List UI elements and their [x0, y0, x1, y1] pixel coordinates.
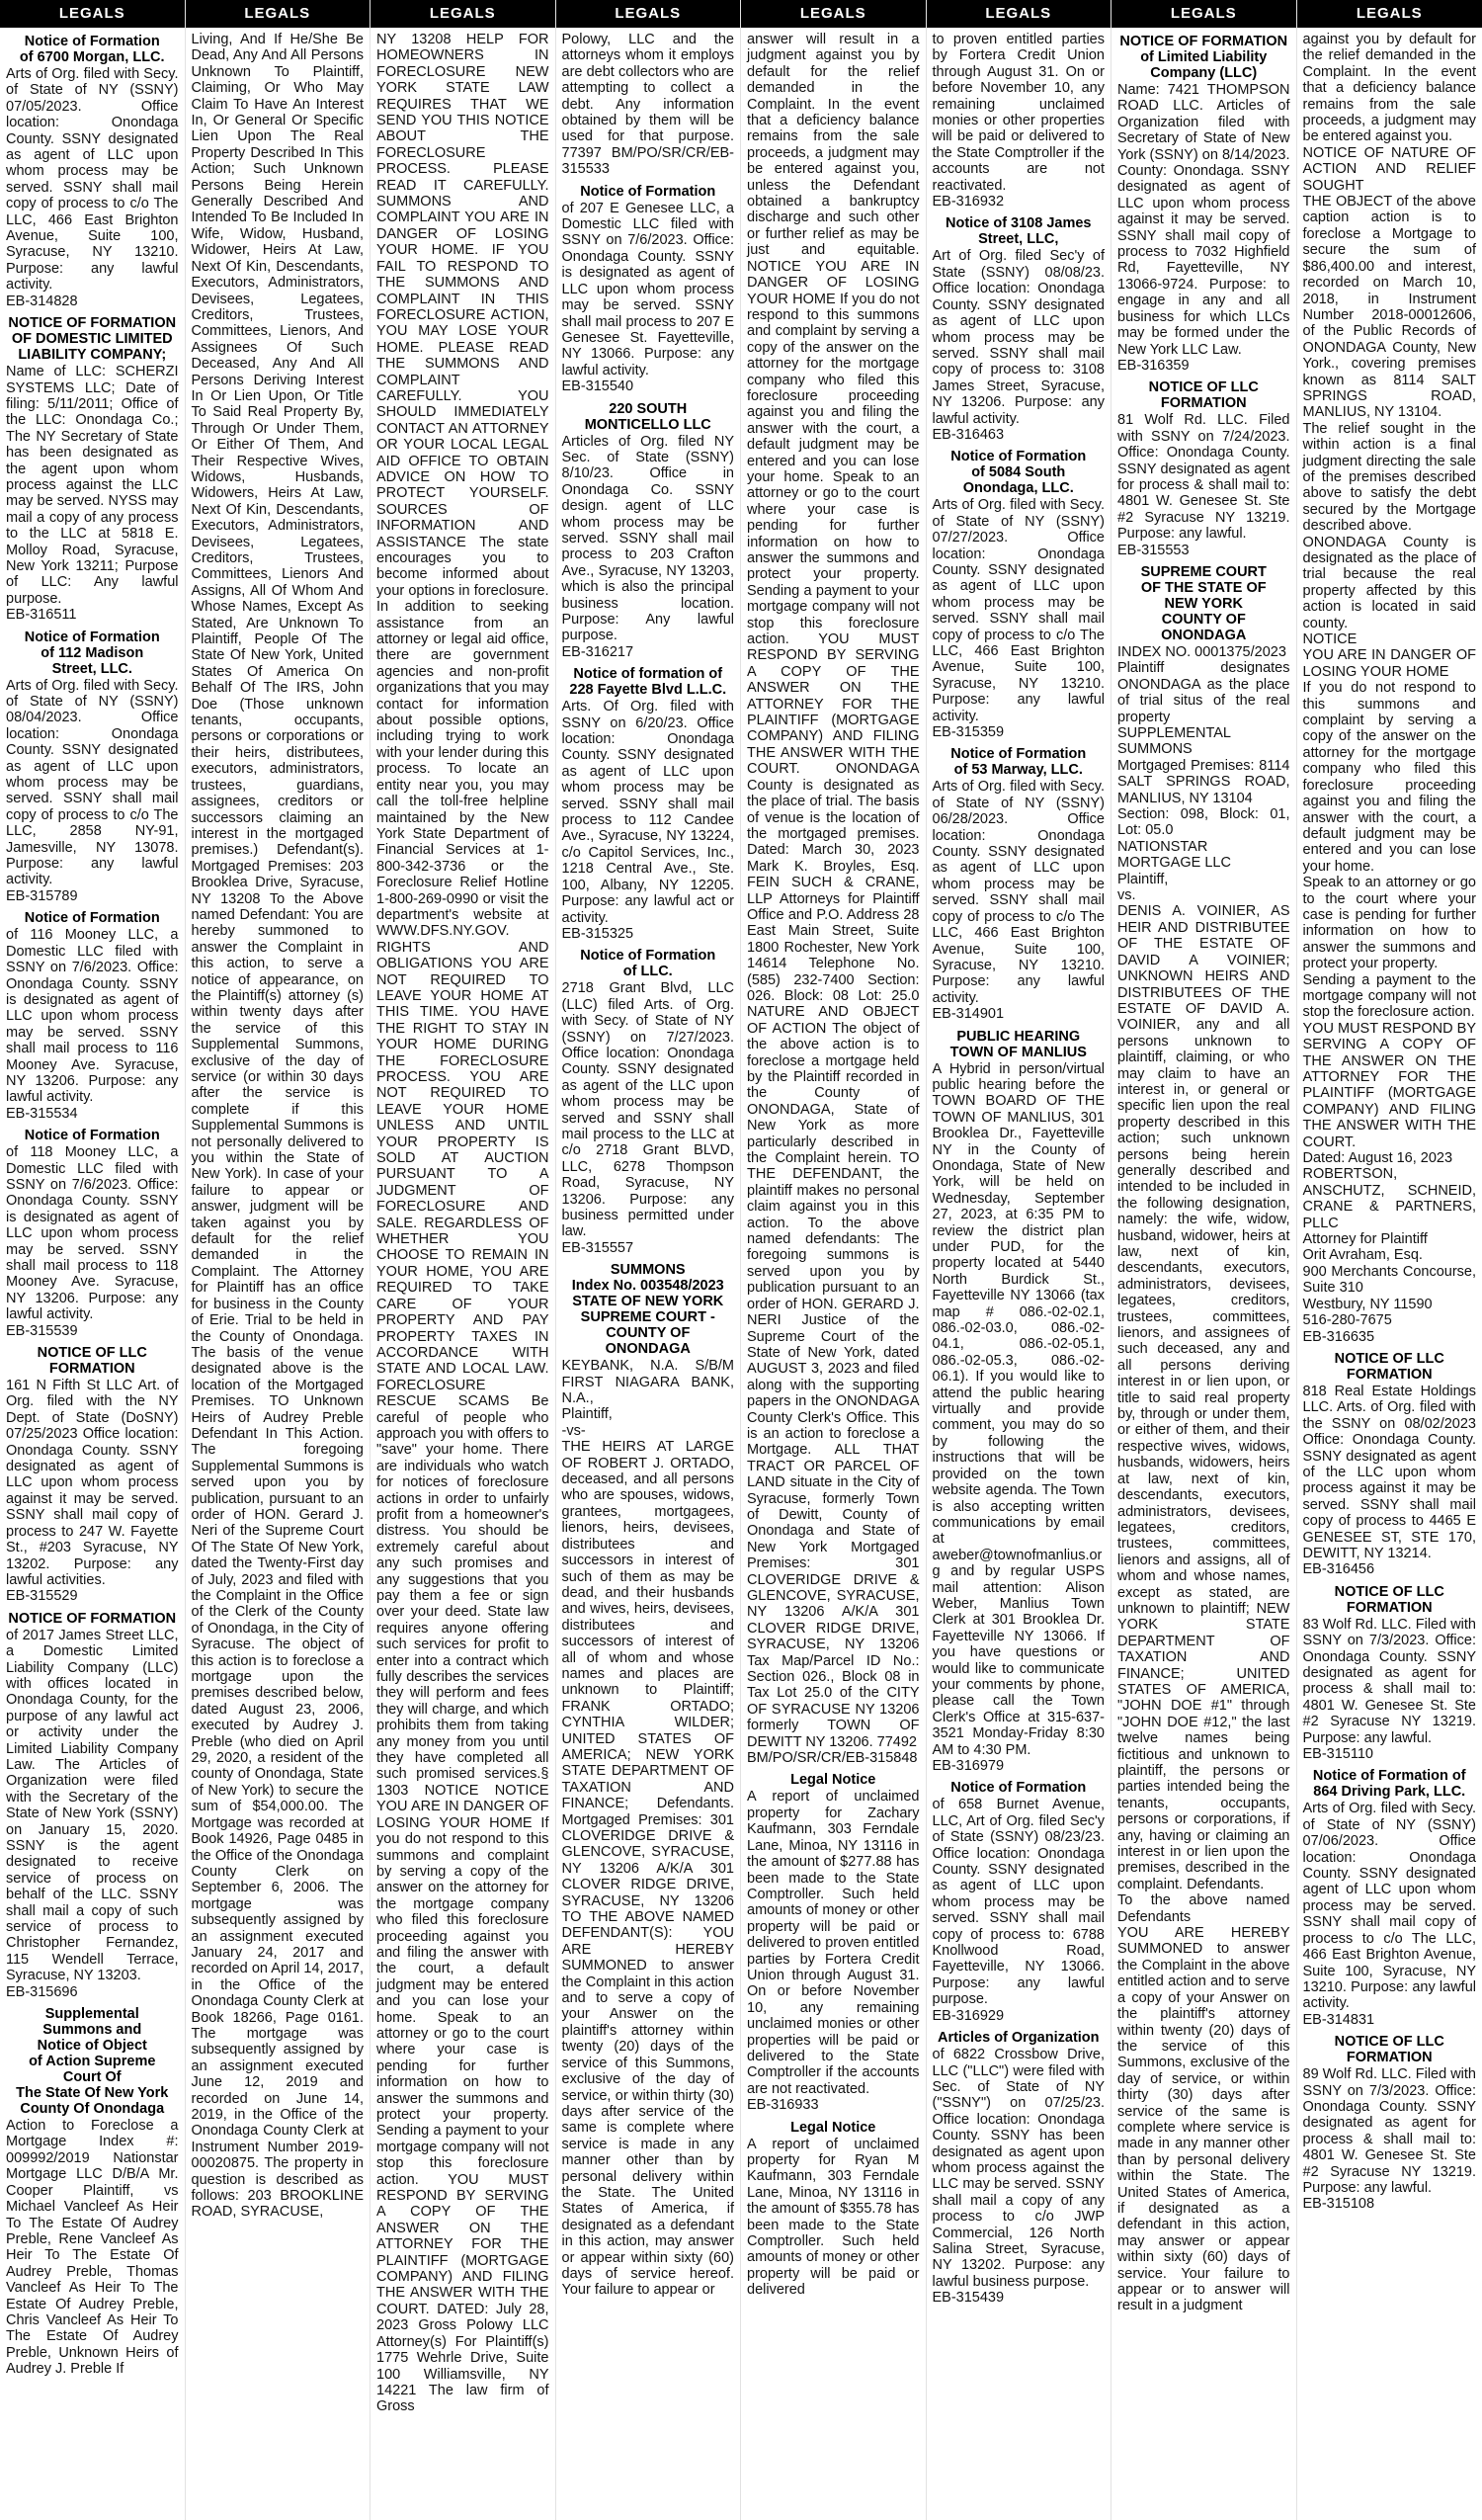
notice-body: 2718 Grant Blvd, LLC (LLC) filed Arts. of Org. with Secy. of State of NY (SSNY) on 7/27/2023. Office location: Onondaga County. SSNY designated as agent of the LLC upon whom process may be served and SSNY shall mail process to the LLC at c/o 2718 Grant BLVD, LLC, 6278 Thompson Road, Syracuse, NY 13206. Purpose: any business permitted under law. EB-315557	[561, 980, 734, 1256]
legal-notice	[562, 184, 735, 395]
section-header: LEGALS	[556, 0, 741, 28]
notice-title: Notice of Formation	[580, 183, 716, 200]
notice-title: NOTICE OF FORMATION	[8, 1610, 177, 1627]
section-header: LEGALS	[1112, 0, 1296, 28]
notice-title: Notice of 3108 James Street, LLC,	[946, 215, 1092, 248]
notice-title: NOTICE OF LLC FORMATION	[1334, 1583, 1444, 1616]
notice-body: of 2017 James Street LLC, a Domestic Limited Liability Company (LLC) with offices located in Onondaga County, for the purpose of any lawful act or activity under the Limited Liability Company Law. The Articles of Organization were filed with the Secretary of the State of New York (SSNY) on January 15, 2020. SSNY is the agent designated to receive service of process on behalf of the LLC. SSNY shall mail a copy of such service of process to Christopher Fernandez, 115 Wendell Terrace, Syracuse, NY 13203. EB-315696	[6, 1627, 179, 2000]
notice-title: Notice of Formation	[24, 910, 160, 927]
notice-body: Art of Org. filed Sec'y of State (SSNY) 08/08/23. Office location: Onondaga County. SSNY designated as agent of LLC upon whom process may be served. SSNY shall mail copy of process to: 3108 James Street, Syracuse, NY 13206. Purpose: any lawful activity. EB-316463	[932, 248, 1105, 443]
notice-body: answer will result in a judgment against you by default for the relief demanded in the Complaint. In the event that a deficiency balance remains from the sale proceeds, a judgment may be entered against you, unless the Defendant obtained a bankruptcy discharge and such other or further relief as may be just and equitable. NOTICE YOU ARE IN DANGER OF LOSING YOUR HOME If you do not respond to this summons and complaint by serving a copy of the answer on the attorney for the mortgage company who filed this foreclosure proceeding against you and filing the answer with the court, a default judgment may be entered and you can lose your home. Speak to an attorney or go to the court where your case is pending for further information on how to answer the summons and protect your property. Sending a payment to your mortgage company will not stop this foreclosure action. YOU MUST RESPOND BY SERVING A COPY OF THE ANSWER ON THE ATTORNEY FOR THE PLAINTIFF (MORTGAGE COMPANY) AND FILING THE ANSWER WITH THE COURT. ONONDAGA County is designated as the place of trial. The basis of venue is the location of the mortgaged premises. Dated: March 30, 2023 Mark K. Broyles, Esq. FEIN SUCH & CRANE, LLP Attorneys for Plaintiff Office and P.O. Address 28 East Main Street, Suite 1800 Rochester, New York 14614 Telephone No. (585) 232-7400 Section: 026. Block: 08 Lot: 25.0 NATURE AND OBJECT OF ACTION The object of the above action is to foreclose a mortgage held by the Plaintiff recorded in the County of ONONDAGA, State of New York as more particularly described in the Complaint herein. TO THE DEFENDANT, the plaintiff makes no personal claim against you in this action. To the above named defendants: The foregoing summons is served upon you by publication pursuant to an order of HON. GERARD J. NERI Justice of the Supreme Court of the State of New York, dated AUGUST 3, 2023 and filed along with the supporting papers in the ONONDAGA County Clerk's Office. This is an action to foreclose a Mortgage. ALL THAT TRACT OR PARCEL OF LAND situate in the City of Syracuse, formerly Town of Dewitt, County of Onondaga and State of New York Mortgaged Premises: 301 CLOVERIDGE DRIVE & GLENCOVE, SYRACUSE, NY 13206 A/K/A 301 CLOVER RIDGE DRIVE, SYRACUSE, NY 13206 Tax Map/Parcel ID No.: Section 026., Block 08 in Tax Lot 25.0 of the CITY OF SYRACUSE NY 13206 formerly TOWN OF DEWITT NY 13206. 77492 BM/PO/SR/CR/EB-315848	[747, 32, 920, 1767]
legal-notice	[6, 630, 179, 905]
legal-notice	[562, 1262, 735, 2299]
legal-notice	[1303, 2034, 1477, 2213]
legals-column-1	[0, 0, 186, 2520]
legal-notice	[933, 746, 1106, 1022]
notice-title: NOTICE OF FORMATION OF DOMESTIC LIMITED LIABILITY COMPANY;	[8, 315, 177, 364]
notice-body: of 118 Mooney LLC, a Domestic LLC filed with SSNY on 7/6/2023. Office: Onondaga County. SSNY is designated as agent of LLC upon whom process may be served. SSNY shall mail process to 118 Mooney Ave. Syracuse, NY 13206. Purpose: any lawful activity. EB-315539	[6, 1144, 179, 1339]
notice-title: NOTICE OF LLC FORMATION	[1148, 379, 1259, 412]
legal-notice	[376, 32, 549, 2415]
legal-notice	[933, 215, 1106, 443]
legal-notice	[1303, 1768, 1477, 2028]
notice-body: A report of unclaimed property for Zachary Kaufmann, 303 Ferndale Lane, Minoa, NY 13116 in the amount of $277.88 has been made to the State Comptroller. Such held amounts of money or other property will be paid or delivered to proven entitled parties by Fortera Credit Union through August 31. On or before November 10, any remaining unclaimed monies or other properties will be paid or delivered to the State Comptroller if the accounts are not reactivated. EB-316933	[747, 1789, 920, 2114]
notice-title: SUPREME COURT OF THE STATE OF NEW YORK COUNTY OF ONONDAGA	[1140, 563, 1267, 643]
legal-notice	[6, 1611, 179, 2000]
legal-notice	[6, 910, 179, 1122]
notice-title: NOTICE OF LLC FORMATION	[1334, 2034, 1444, 2066]
notice-body: Arts of Org. filed with Secy. of State of NY (SSNY) 07/06/2023. Office location: Onondaga County. SSNY designated agent of LLC upon whom process may be served. SSNY shall mail copy of process to c/o The LLC, 466 East Brighton Avenue, Suite 100, Syracuse, NY 13210. Purpose: any lawful activity. EB-314831	[1302, 1801, 1476, 2028]
legal-notice	[747, 32, 920, 1766]
section-header: LEGALS	[1297, 0, 1482, 28]
legals-column-2	[186, 0, 371, 2520]
notice-body: of 658 Burnet Avenue, LLC, Art of Org. filed Sec'y of State (SSNY) 08/23/23. Office location: Onondaga County. SSNY designated as agent of LLC upon whom process may be served. SSNY shall mail copy of process to: 6788 Knollwood Road, Fayetteville, NY 13066. Purpose: any lawful purpose. EB-316929	[932, 1797, 1105, 2024]
legal-notice	[6, 1128, 179, 1339]
notice-body: A Hybrid in person/virtual public hearing before the TOWN BOARD OF THE TOWN OF MANLIUS, 301 Brooklea Dr., Fayetteville NY in the County of Onondaga, State of New York, will be held on Wednesday, September 27, 2023, at 6:35 PM to review the district plan under PUD, for the property located at 5440 North Burdick St., Fayetteville NY 13066 (tax map # 086.-02-02.1, 086.-02-03.0, 086.-02-04.1, 086.-02-05.1, 086.-02-05.3, 086.-02-06.1). If you would like to attend the public hearing virtually and provide comment, you may do so by following the instructions that will be provided on the town website agenda. The Town is also accepting written communications by email at aweber@townofmanlius.org and by regular USPS mail attention: Alison Weber, Manlius Town Clerk at 301 Brooklea Dr. Fayetteville NY 13066. If you have questions or would like to communicate your comments by phone, please call the Town Clerk's Office at 315-637-3521 Monday-Friday 8:30 AM to 4:30 PM. EB-316979	[932, 1060, 1105, 1774]
section-header: LEGALS	[741, 0, 926, 28]
notice-body: A report of unclaimed property for Ryan M Kaufmann, 303 Ferndale Lane, Minoa, NY 13116 in the amount of $355.78 has been made to the State Comptroller. Such held amounts of money or other property will be paid or delivered	[747, 2136, 920, 2299]
legals-column-5	[741, 0, 927, 2520]
legals-column-6	[927, 0, 1112, 2520]
legal-notice	[933, 2030, 1106, 2307]
legal-notice	[933, 1029, 1106, 1775]
legal-notice	[933, 32, 1106, 210]
notice-title: Notice of Formation	[24, 1128, 160, 1144]
legal-notice	[6, 315, 179, 624]
notice-body: Name: 7421 THOMPSON ROAD LLC. Articles of Organization filed with Secretary of State of New York (SSNY) on 8/14/2023. County: Onondaga. SSNY designated as agent of LLC upon whom process against it may be served. SSNY shall mail copy of process to 7032 Highfield Rd, Fayetteville, NY 13066-9724. Purpose: to engage in any and all business for which LLCs may be formed under the New York LLC Law. EB-316359	[1117, 82, 1290, 374]
notice-title: Notice of Formation of 864 Driving Park, LLC.	[1312, 1768, 1466, 1801]
notice-body: Name of LLC: SCHERZI SYSTEMS LLC; Date of filing: 5/11/2011; Office of the LLC: Onondaga Co.; The NY Secretary of State has been designated as the agent upon whom process against the LLC may be served. NYSS may mail a copy of any process to the LLC at 5818 E. Molloy Road, Syracuse, New York 13211; Purpose of LLC: Any lawful purpose. EB-316511	[6, 364, 179, 624]
section-header: LEGALS	[370, 0, 555, 28]
section-header: LEGALS	[0, 0, 185, 28]
notice-title: NOTICE OF LLC FORMATION	[37, 1345, 147, 1378]
legals-column-8	[1297, 0, 1482, 2520]
notice-title: NOTICE OF FORMATION of Limited Liability Company (LLC)	[1119, 34, 1288, 81]
notice-body: against you by default for the relief demanded in the Complaint. In the event that a deficiency balance remains from the sale proceeds, a judgment may be entered against you. NOTICE OF NATURE OF ACTION AND RELIEF SOUGHT THE OBJECT of the above caption action is to foreclose a Mortgage to secure the sum of $86,400.00 and interest, recorded on March 10, 2018, in Instrument Number 2018-00012606, of the Public Records of ONONDAGA County, New York., covering premises known as 8114 SALT SPRINGS ROAD, MANLIUS, NY 13104. The relief sought in the within action is a final judgment directing the sale of the premises described above to satisfy the debt secured by the Mortgage described above. ONONDAGA County is designated as the place of trial because the real property affected by this action is located in said county. NOTICE YOU ARE IN DANGER OF LOSING YOUR HOME If you do not respond to this summons and complaint by serving a copy of the answer on the attorney for the mortgage company who filed this foreclosure proceeding against you and filing the answer with the court, a default judgment may be entered and you can lose your home. Speak to an attorney or go to the court where your case is pending for further information on how to answer the summons and protect your property. Sending a payment to the mortgage company will not stop the foreclosure action. YOU MUST RESPOND BY SERVING A COPY OF THE ANSWER ON THE ATTORNEY FOR THE PLAINTIFF (MORTGAGE COMPANY) AND FILING THE ANSWER WITH THE COURT. Dated: August 16, 2023 ROBERTSON, ANSCHUTZ, SCHNEID, CRANE & PARTNERS, PLLC Attorney for Plaintiff Orit Avraham, Esq. 900 Merchants Concourse, Suite 310 Westbury, NY 11590 516-280-7675 EB-316635	[1302, 32, 1476, 1345]
notice-body: of 207 E Genesee LLC, a Domestic LLC filed with SSNY on 7/6/2023. Office: Onondaga County. SSNY is designated as agent of LLC upon whom process may be served. SSNY shall mail process to 207 E Genesee St. Fayetteville, NY 13066. Purpose: any lawful activity. EB-315540	[561, 200, 734, 395]
notice-title: Notice of Formation of LLC.	[580, 948, 716, 980]
legal-notice	[1117, 34, 1290, 374]
notice-title: NOTICE OF LLC FORMATION	[1334, 1350, 1444, 1383]
notice-title: 220 SOUTH MONTICELLO LLC	[584, 400, 711, 433]
notice-body: Polowy, LLC and the attorneys whom it employs are debt collectors who are attempting to collect a debt. Any information obtained by them will be used for that purpose. 77397 BM/PO/SR/CR/EB-315533	[561, 32, 734, 178]
legal-notice	[562, 948, 735, 1256]
notice-body: 818 Real Estate Holdings LLC. Arts. of Org. filed with the SSNY on 08/02/2023 Office: Onondaga County. SSNY designated as agent of the LLC upon whom process against it may be served. SSNY shall mail copy of process to 4465 E GENESEE ST, STE 170, DEWITT, NY 13214. EB-316456	[1302, 1383, 1476, 1578]
notice-title: Notice of formation of 228 Fayette Blvd L.L.C.	[569, 666, 727, 699]
notice-body: 81 Wolf Rd. LLC. Filed with SSNY on 7/24/2023. Office: Onondaga County. SSNY designated as agent for process & shall mail to: 4801 W. Genesee St. Ste #2 Syracuse NY 13219. Purpose: any lawful. EB-315553	[1117, 412, 1290, 558]
notice-title: PUBLIC HEARING TOWN OF MANLIUS	[949, 1028, 1087, 1060]
legal-notice	[747, 2120, 920, 2299]
legal-notice	[6, 2006, 179, 2378]
legal-notice	[562, 401, 735, 661]
notice-body: 89 Wolf Rd. LLC. Filed with SSNY on 7/3/2023. Office: Onondaga County. SSNY designated as agent for process & shall mail to: 4801 W. Genesee St. Ste #2 Syracuse NY 13219. Purpose: any lawful. EB-315108	[1302, 2066, 1476, 2213]
section-header: LEGALS	[186, 0, 370, 28]
notice-title: Notice of Formation of 5084 South Onondaga, LLC.	[950, 449, 1087, 497]
legals-column-3	[370, 0, 556, 2520]
legal-notice	[747, 1772, 920, 2113]
notice-title: Supplemental Summons and Notice of Object of Action Supreme Court Of The State Of New York County Of Onondaga	[16, 2006, 169, 2118]
legals-column-4	[556, 0, 742, 2520]
legal-notice	[562, 32, 735, 178]
legal-notice	[1303, 1584, 1477, 1763]
legal-notice	[6, 1345, 179, 1605]
notice-body: Living, And If He/She Be Dead, Any And All Persons Unknown To Plaintiff, Claiming, Or Who May Claim To Have An Interest In, Or General Or Specific Lien Upon The Real Property Described In This Action; Such Unknown Persons Being Herein Generally Described And Intended To Be Included In Wife, Widow, Husband, Widower, Heirs At Law, Next Of Kin, Descendants, Executors, Administrators, Devisees, Legatees, Creditors, Trustees, Committees, Lienors, And Assignees Of Such Deceased, Any And All Persons Deriving Interest In Or Lien Upon, Or Title To Said Real Property By, Through Or Under Them, Or Either Of Them, And Their Respective Wives, Widows, Husbands, Widowers, Heirs At Law, Next Of Kin, Descendants, Executors, Administrators, Devisees, Legatees, Creditors, Trustees, Committees, Lienors And Assigns, All Of Whom And Whose Names, Except As Stated, Are Unknown To Plaintiff, People Of The State Of New York, United States Of America On Behalf Of The IRS, John Doe (Those unknown tenants, occupants, persons or corporations or their heirs, distributees, executors, administrators, trustees, guardians, assignees, creditors or successors claiming an interest in the mortgaged premises.) Defendant(s). Mortgaged Premises: 203 Brooklea Drive, Syracuse, NY 13208 To the Above named Defendant: You are hereby summoned to answer the Complaint in this action, to serve a notice of appearance, on the Plaintiff(s) attorney (s) within twenty days after the service of this Supplemental Summons, exclusive of the day of service (or within 30 days after the service is complete if this Supplemental Summons is not personally delivered to you within the State of New York). In case of your failure to appear or answer, judgment will be taken against you by default for the relief demanded in the Complaint. The Attorney for Plaintiff has an office for business in the County of Erie. Trial to be held in the County of Onondaga. The basis of the venue designated above is the location of the Mortgaged Premises. TO Unknown Heirs of Audrey Preble Defendant In This Action. The foregoing Supplemental Summons is served upon you by publication, pursuant to an order of HON. Gerard J. Neri of the Supreme Court Of The State Of New York, dated the Twenty-First day of July, 2023 and filed with the Complaint in the Office of the Clerk of the County of Onondaga, in the City of Syracuse. The object of this action is to foreclose a mortgage upon the premises described below, dated August 23, 2006, executed by Audrey J. Preble (who died on April 29, 2020, a resident of the county of Onondaga, State of New York) to secure the sum of $54,000.00. The Mortgage was recorded at Book 14926, Page 0485 in the Office of the Onondaga County Clerk on September 6, 2006. The mortgage was subsequently assigned by an assignment executed January 24, 2017 and recorded on April 14, 2017, in the Office of the Onondaga County Clerk at Book 18266, Page 0161. The mortgage was subsequently assigned by an assignment executed June 12, 2019 and recorded on June 14, 2019, in the Office of the Onondaga County Clerk at Instrument Number 2019-00020875. The property in question is described as follows: 203 BROOKLINE ROAD, SYRACUSE,	[191, 32, 364, 2221]
notice-body: Arts of Org. filed with Secy. of State of NY (SSNY) 07/05/2023. Office location: Onondaga County. SSNY designated as agent of LLC upon whom process may be served. SSNY shall mail copy of process to c/o The LLC, 466 East Brighton Avenue, Suite 100, Syracuse, NY 13210. Purpose: any lawful activity. EB-314828	[6, 66, 179, 309]
legals-column-7	[1112, 0, 1297, 2520]
notice-title: Articles of Organization	[937, 2030, 1100, 2047]
notice-body: of 6822 Crossbow Drive, LLC ("LLC") were filed with Sec. of State of NY ("SSNY") on 07/25/23. Office location: Onondaga County. SSNY has been designated as agent upon whom process against the LLC may be served. SSNY shall mail a copy of any process to c/o JWP Commercial, 126 North Salina Street, Syracuse, NY 13202. Purpose: any lawful business purpose. EB-315439	[932, 2047, 1105, 2307]
notice-body: NY 13208 HELP FOR HOMEOWNERS IN FORECLOSURE NEW YORK STATE LAW REQUIRES THAT WE SEND YOU THIS NOTICE ABOUT THE FORECLOSURE PROCESS. PLEASE READ IT CAREFULLY. SUMMONS AND COMPLAINT YOU ARE IN DANGER OF LOSING YOUR HOME. IF YOU FAIL TO RESPOND TO THE SUMMONS AND COMPLAINT IN THIS FORECLOSURE ACTION, YOU MAY LOSE YOUR HOME. PLEASE READ THE SUMMONS AND COMPLAINT CAREFULLY. YOU SHOULD IMMEDIATELY CONTACT AN ATTORNEY OR YOUR LOCAL LEGAL AID OFFICE TO OBTAIN ADVICE ON HOW TO PROTECT YOURSELF. SOURCES OF INFORMATION AND ASSISTANCE The state encourages you to become informed about your options in foreclosure. In addition to seeking assistance from an attorney or legal aid office, there are government agencies and non-profit organizations that you may contact for information about possible options, including trying to work with your lender during this process. To locate an entity near you, you may call the toll-free helpline maintained by the New York State Department of Financial Services at 1-800-342-3736 or the Foreclosure Relief Hotline 1-800-269-0990 or visit the department's website at WWW.DFS.NY.GOV. RIGHTS AND OBLIGATIONS YOU ARE NOT REQUIRED TO LEAVE YOUR HOME AT THIS TIME. YOU HAVE THE RIGHT TO STAY IN YOUR HOME DURING THE FORECLOSURE PROCESS. YOU ARE NOT REQUIRED TO LEAVE YOUR HOME UNLESS AND UNTIL YOUR PROPERTY IS SOLD AT AUCTION PURSUANT TO A JUDGMENT OF FORECLOSURE AND SALE. REGARDLESS OF WHETHER YOU CHOOSE TO REMAIN IN YOUR HOME, YOU ARE REQUIRED TO TAKE CARE OF YOUR PROPERTY AND PAY PROPERTY TAXES IN ACCORDANCE WITH STATE AND LOCAL LAW. FORECLOSURE RESCUE SCAMS Be careful of people who approach you with offers to "save" your home. There are individuals who watch for notices of foreclosure actions in order to unfairly profit from a homeowner's distress. You should be extremely careful about any such promises and any suggestions that you pay them a fee or sign over your deed. State law requires anyone offering such services for profit to enter into a contract which fully describes the services they will perform and fees they will charge, and which prohibits them from taking any money from you until they have completed all such promised services.§ 1303 NOTICE NOTICE YOU ARE IN DANGER OF LOSING YOUR HOME If you do not respond to this summons and complaint by serving a copy of the answer on the attorney for the mortgage company who filed this foreclosure proceeding against you and filing the answer with the court, a default judgment may be entered and you can lose your home. Speak to an attorney or go to the court where your case is pending for further information on how to answer the summons and protect your property. Sending a payment to your mortgage company will not stop this foreclosure action. YOU MUST RESPOND BY SERVING A COPY OF THE ANSWER ON THE ATTORNEY FOR THE PLAINTIFF (MORTGAGE COMPANY) AND FILING THE ANSWER WITH THE COURT. DATED: July 28, 2023 Gross Polowy LLC Attorney(s) For Plaintiff(s) 1775 Wehrle Drive, Suite 100 Williamsville, NY 14221 The law firm of Gross	[376, 32, 549, 2415]
notice-title: Notice of Formation of 6700 Morgan, LLC.	[19, 34, 165, 65]
notice-title: Notice of Formation of 112 Madison Street, LLC.	[24, 629, 160, 677]
notice-body: Action to Foreclose a Mortgage Index #: 009992/2019 Nationstar Mortgage LLC D/B/A Mr. Cooper Plaintiff, vs Michael Vancleef As Heir To The Estate Of Audrey Preble, Rene Vancleef As Heir To The Estate Of Audrey Preble, Thomas Vancleef As Heir To The Estate Of Audrey Preble, Chris Vancleef As Heir To The Estate Of Audrey Preble, Unknown Heirs of Audrey J. Preble If	[6, 2118, 179, 2378]
legal-notice	[1303, 32, 1477, 1345]
legal-notice	[562, 666, 735, 942]
legal-notice	[1117, 564, 1290, 2314]
legal-notice	[1303, 1351, 1477, 1578]
legal-notice	[933, 449, 1106, 740]
notice-body: KEYBANK, N.A. S/B/M FIRST NIAGARA BANK, N.A., Plaintiff, -vs- THE HEIRS AT LARGE OF ROBERT J. ORTADO, deceased, and all persons who are spouses, widows, grantees, mortgagees, lienors, heirs, devisees, distributees and successors in interest of such of them as may be dead, and their husbands and wives, heirs, devisees, distributees and successors of interest of all of whom and whose names and places are unknown to Plaintiff; FRANK ORTADO; CYNTHIA WILDER; UNITED STATES OF AMERICA; NEW YORK STATE DEPARTMENT OF TAXATION AND FINANCE; Defendants. Mortgaged Premises: 301 CLOVERIDGE DRIVE & GLENCOVE, SYRACUSE, NY 13206 A/K/A 301 CLOVER RIDGE DRIVE, SYRACUSE, NY 13206 TO THE ABOVE NAMED DEFENDANT(S): YOU ARE HEREBY SUMMONED to answer the Complaint in this action and to serve a copy of your Answer on the plaintiff's attorney within twenty (20) days of the service of this Summons, exclusive of the day of service, or within thirty (30) days after service of the same is complete where service is made in any manner other than by personal delivery within the State. The United States of America, if designated as a defendant in this action, may answer or appear within sixty (60) days of service hereof. Your failure to appear or	[561, 1358, 734, 2299]
notice-body: Articles of Org. filed NY Sec. of State (SSNY) 8/10/23. Office in Onondaga Co. SSNY design. agent of LLC whom process may be served. SSNY shall mail process to 203 Crafton Ave., Syracuse, NY 13203, which is also the principal business location. Purpose: Any lawful purpose. EB-316217	[561, 433, 734, 660]
legal-notice	[192, 32, 365, 2221]
legal-notice	[6, 34, 179, 309]
notice-body: Arts of Org. filed with Secy. of State of NY (SSNY) 07/27/2023. Office location: Onondaga County. SSNY designated as agent of LLC upon whom process may be served. SSNY shall mail copy of process to c/o The LLC, 466 East Brighton Avenue, Suite 100, Syracuse, NY 13210. Purpose: any lawful activity. EB-315359	[932, 497, 1105, 741]
notice-title: Notice of Formation	[950, 1780, 1087, 1797]
legal-notice	[1117, 379, 1290, 558]
notice-body: to proven entitled parties by Fortera Credit Union through August 31. On or before November 10, any remaining unclaimed monies or other properties will be paid or delivered to the State Comptroller if the accounts are not reactivated. EB-316932	[932, 32, 1105, 210]
notice-body: of 116 Mooney LLC, a Domestic LLC filed with SSNY on 7/6/2023. Office: Onondaga County. SSNY is designated as agent of LLC upon whom process may be served. SSNY shall mail process to 116 Mooney Ave. Syracuse, NY 13206. Purpose: any lawful activity. EB-315534	[6, 927, 179, 1122]
notice-body: Arts of Org. filed with Secy. of State of NY (SSNY) 08/04/2023. Office location: Onondaga County. SSNY designated as agent of LLC upon whom process may be served. SSNY shall mail copy of process to c/o The LLC, 2858 NY-91, Jamesville, NY 13078. Purpose: any lawful activity. EB-315789	[6, 677, 179, 904]
notice-body: 161 N Fifth St LLC Art. of Org. filed with the NY Dept. of State (DoSNY) 07/25/2023 Office location: Onondaga County. SSNY designated as agent of LLC upon whom process against it may be served. SSNY shall mail copy of process to 247 W. Fayette St., #203 Syracuse, NY 13202. Purpose: any lawful activities. EB-315529	[6, 1378, 179, 1605]
notice-body: 83 Wolf Rd. LLC. Filed with SSNY on 7/3/2023. Office: Onondaga County. SSNY designated as agent for process & shall mail to: 4801 W. Genesee St. Ste #2 Syracuse NY 13219. Purpose: any lawful. EB-315110	[1302, 1616, 1476, 1763]
notice-title: Legal Notice	[790, 2119, 876, 2136]
notice-body: Arts of Org. filed with Secy. of State of NY (SSNY) 06/28/2023. Office location: Onondaga County. SSNY designated as agent of LLC upon whom process may be served. SSNY shall mail copy of process to c/o The LLC, 466 East Brighton Avenue, Suite 100, Syracuse, NY 13210. Purpose: any lawful activity. EB-314901	[932, 779, 1105, 1023]
notice-title: Notice of Formation of 53 Marway, LLC.	[950, 746, 1087, 779]
legal-notice	[933, 1780, 1106, 2024]
notice-body: INDEX NO. 0001375/2023 Plaintiff designates ONONDAGA as the place of trial situs of the real property SUPPLEMENTAL SUMMONS Mortgaged Premises: 8114 SALT SPRINGS ROAD, MANLIUS, NY 13104 Section: 098, Block: 01, Lot: 05.0 NATIONSTAR MORTGAGE LLC Plaintiff, vs. DENIS A. VOINIER, AS HEIR AND DISTRIBUTEE OF THE ESTATE OF DAVID A VOINIER; UNKNOWN HEIRS AND DISTRIBUTEES OF THE ESTATE OF DAVID A. VOINIER, any and all persons unknown to plaintiff, claiming, or who may claim to have an interest in, or general or specific lien upon the real property described in this action; such unknown persons being herein generally described and intended to be included in the following designation, namely: the wife, widow, husband, widower, heirs at law, next of kin, descendants, executors, administrators, devisees, legatees, creditors, trustees, committees, lienors, and assignees of such deceased, any and all persons deriving interest in or lien upon, or title to said real property by, through or under them, or either of them, and their respective wives, widows, husbands, widowers, heirs at law, next of kin, descendants, executors, administrators, devisees, legatees, creditors, trustees, committees, lienors and assigns, all of whom and whose names, except as stated, are unknown to plaintiff; NEW YORK STATE DEPARTMENT OF TAXATION AND FINANCE; UNITED STATES OF AMERICA, "JOHN DOE #1" through "JOHN DOE #12," the last twelve names being fictitious and unknown to plaintiff, the persons or parties intended being the tenants, occupants, persons or corporations, if any, having or claiming an interest in or lien upon the premises, described in the complaint. Defendants. To the above named Defendants YOU ARE HEREBY SUMMONED to answer the Complaint in the above entitled action and to serve a copy of your Answer on the plaintiff's attorney within twenty (20) days of the service of this Summons, exclusive of the day of service, or within thirty (30) days after service of the same is complete where service is made in any manner other than by personal delivery within the State. The United States of America, if designated as a defendant in this action, may answer or appear within sixty (60) days of service. Your failure to appear or to answer will result in a judgment	[1117, 643, 1290, 2314]
notice-title: SUMMONS Index No. 003548/2023 STATE OF NEW YORK SUPREME COURT - COUNTY OF ONONDAGA	[571, 1262, 724, 1358]
notice-body: Arts. Of Org. filed with SSNY on 6/20/23. Office location: Onondaga County. SSNY designated as agent of LLC upon whom process may be served. SSNY shall mail process to 112 Candee Ave., Syracuse, NY 13224, c/o Capitol Services, Inc., 1218 Central Ave., Ste. 100, Albany, NY 12205. Purpose: any lawful act or activity. EB-315325	[561, 699, 734, 942]
section-header: LEGALS	[927, 0, 1112, 28]
notice-title: Legal Notice	[790, 1772, 876, 1789]
